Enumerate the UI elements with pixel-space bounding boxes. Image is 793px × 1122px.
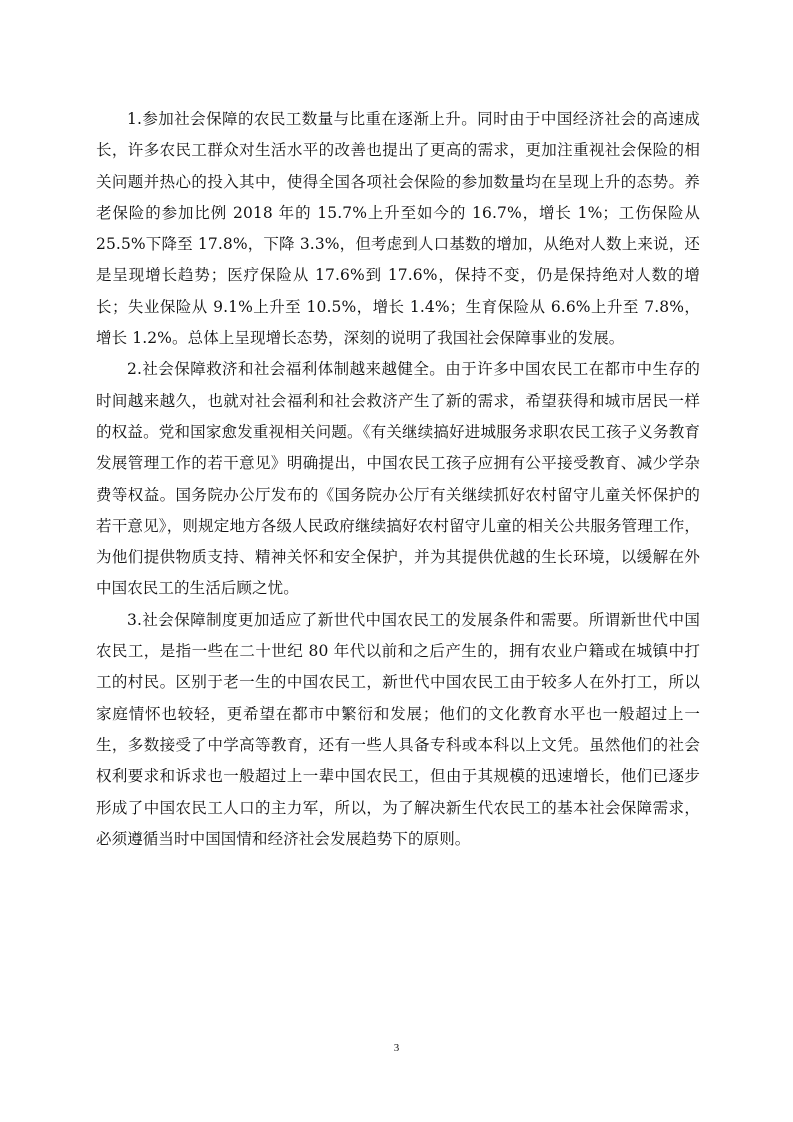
paragraph-3: 3.社会保障制度更加适应了新世代中国农民工的发展条件和需要。所谓新世代中国农民工，是指一些在二十世纪 80 年代以前和之后产生的，拥有农业户籍或在城镇中打工的村民。区别于老一生的中国农民工，新世代中国农民工由于较多人在外打工，所以家庭情怀也较轻，更希望在都市中繁衍和发展；他们的文化教育水平也一般超过上一生，多数接受了中学高等教育，还有一些人具备专科或本科以上文凭。虽然他们的社会权利要求和诉求也一般超过上一辈中国农民工，但由于其规模的迅速增长，他们已逐步形成了中国农民工人口的主力军，所以，为了解决新生代农民工的基本社会保障需求，必须遵循当时中国国情和经济社会发展趋势下的原则。 xyxy=(96,610,700,848)
paragraph-2: 2.社会保障救济和社会福利体制越来越健全。由于许多中国农民工在都市中生存的时间越来越久，也就对社会福利和社会救济产生了新的需求，希望获得和城市居民一样的权益。党和国家愈发重视相关问题。《有关继续搞好进城服务求职农民工孩子义务教育发展管理工作的若干意见》明确提出，中国农民工孩子应拥有公平接受教育、减少学杂费等权益。国务院办公厅发布的《国务院办公厅有关继续抓好农村留守儿童关怀保护的若干意见》，则规定地方各级人民政府继续搞好农村留守儿童的相关公共服务管理工作，为他们提供物质支持、精神关怀和安全保护，并为其提供优越的生长环境，以缓解在外中国农民工的生活后顾之忧。 xyxy=(96,360,700,598)
body-text xyxy=(96,104,700,855)
page-number: 3 xyxy=(393,1042,400,1054)
paragraph-1: 1.参加社会保障的农民工数量与比重在逐渐上升。同时由于中国经济社会的高速成长，许多农民工群众对生活水平的改善也提出了更高的需求，更加注重视社会保险的相关问题并热心的投入其中，使得全国各项社会保险的参加数量均在呈现上升的态势。养老保险的参加比例 2018 年的 15.7%上升至如今的 16.7%，增长 1%；工伤保险从 25.5%下降至 17.8%，下降 3.3%，但考虑到人口基数的增加，从绝对人数上来说，还是呈现增长趋势；医疗保险从 17.6%到 17.6%，保持不变，仍是保持绝对人数的增长；失业保险从 9.1%上升至 10.5%，增长 1.4%；生育保险从 6.6%上升至 7.8%，增长 1.2%。总体上呈现增长态势，深刻的说明了我国社会保障事业的发展。 xyxy=(96,110,700,348)
